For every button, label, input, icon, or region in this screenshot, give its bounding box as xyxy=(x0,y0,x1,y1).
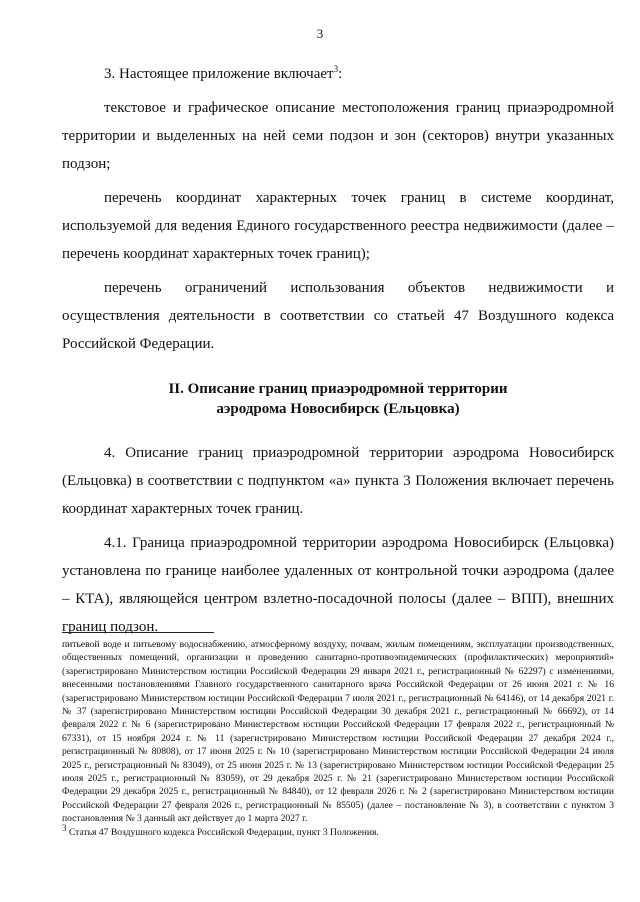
footnotes xyxy=(62,638,614,839)
footnote-continuation: питьевой воде и питьевому водоснабжению, атмосферному воздуху, почвам, жилым помещениям, эксплуатации производственных, общественных помещений, организации и проведению санитарно-противоэпидемических (профилактических) мероприятий» (зарегистрировано Министерством юстиции Российской Федерации 29 января 2021 г., регистрационный № 62297) с изменениями, внесенными постановлениями Главного государственного санитарного врача Российской Федерации от 26 июня 2021 г. № 16 (зарегистрировано Министерством юстиции Российской Федерации 7 июля 2021 г., регистрационный № 64146), от 14 декабря 2021 г. № 37 (зарегистрировано Министерством юстиции Российской Федерации 30 декабря 2021 г., регистрационный № 66692), от 14 февраля 2022 г. № 6 (зарегистрировано Министерством юстиции Российской Федерации 17 февраля 2022 г., регистрационный № 67331), от 15 ноября 2024 г. № 11 (зарегистрировано Министерством юстиции Российской Федерации 27 декабря 2024 г., регистрационный № 80808), от 17 июня 2025 г. № 10 (зарегистрировано Министерством юстиции Российской Федерации 24 июля 2025 г., регистрационный № 83049), от 25 июня 2025 г. № 13 (зарегистрировано Министерством юстиции Российской Федерации 25 июля 2025 г., регистрационный № 83059), от 29 декабря 2025 г. № 21 (зарегистрировано Министерством юстиции Российской Федерации 29 декабря 2025 г., регистрационный № 84840), от 12 февраля 2026 г. № 2 (зарегистрировано Министерством юстиции Российской Федерации 27 февраля 2026 г., регистрационный № 85505) (далее – постановление № 3), в соответствии с пунктом 3 постановления № 3 данный акт действует до 1 марта 2027 г. xyxy=(62,639,614,825)
list-item-restrictions: перечень ограничений использования объектов недвижимости и осуществления деятельности в соответствии со статьей 47 Воздушного кодекса Российской Федерации. xyxy=(62,280,614,352)
section-heading xyxy=(62,379,614,419)
footnote-ref: 3 xyxy=(333,64,339,74)
footnote-3-mark: 3 xyxy=(62,822,67,833)
list-item-coordinates: перечень координат характерных точек границ в системе координат, используемой для ведения Единого государственного реестра недвижимости (далее – перечень координат характерных точек границ); xyxy=(62,190,614,262)
paragraph-4: 4. Описание границ приаэродромной территории аэродрома Новосибирск (Ельцовка) в соответствии с подпунктом «а» пункта 3 Положения включает перечень координат характерных точек границ. xyxy=(62,445,614,517)
section-heading-line-1: II. Описание границ приаэродромной территории xyxy=(168,381,508,397)
list-intro-text: 3. Настоящее приложение включает xyxy=(104,66,334,82)
document-body xyxy=(62,60,614,641)
page-number: 3 xyxy=(316,26,324,41)
paragraph-4-1: 4.1. Граница приаэродромной территории аэродрома Новосибирск (Ельцовка) установлена по границе наиболее удаленных от контрольной точки аэродрома (далее – КТА), являющейся центром взлетно-посадочной полосы (далее – ВПП), внешних границ подзон. xyxy=(62,535,614,635)
list-item-description: текстовое и графическое описание местоположения границ приаэродромной территории и выделенных на ней семи подзон и зон (секторов) внутри указанных подзон; xyxy=(62,100,614,172)
footnote-divider xyxy=(62,632,214,633)
section-heading-line-2: аэродрома Новосибирск (Ельцовка) xyxy=(216,401,460,417)
footnote-3-text: Статья 47 Воздушного кодекса Российской Федерации, пункт 3 Положения. xyxy=(66,826,379,838)
list-intro xyxy=(62,60,614,88)
list-intro-colon: : xyxy=(338,66,343,82)
footnote-3 xyxy=(62,822,614,839)
